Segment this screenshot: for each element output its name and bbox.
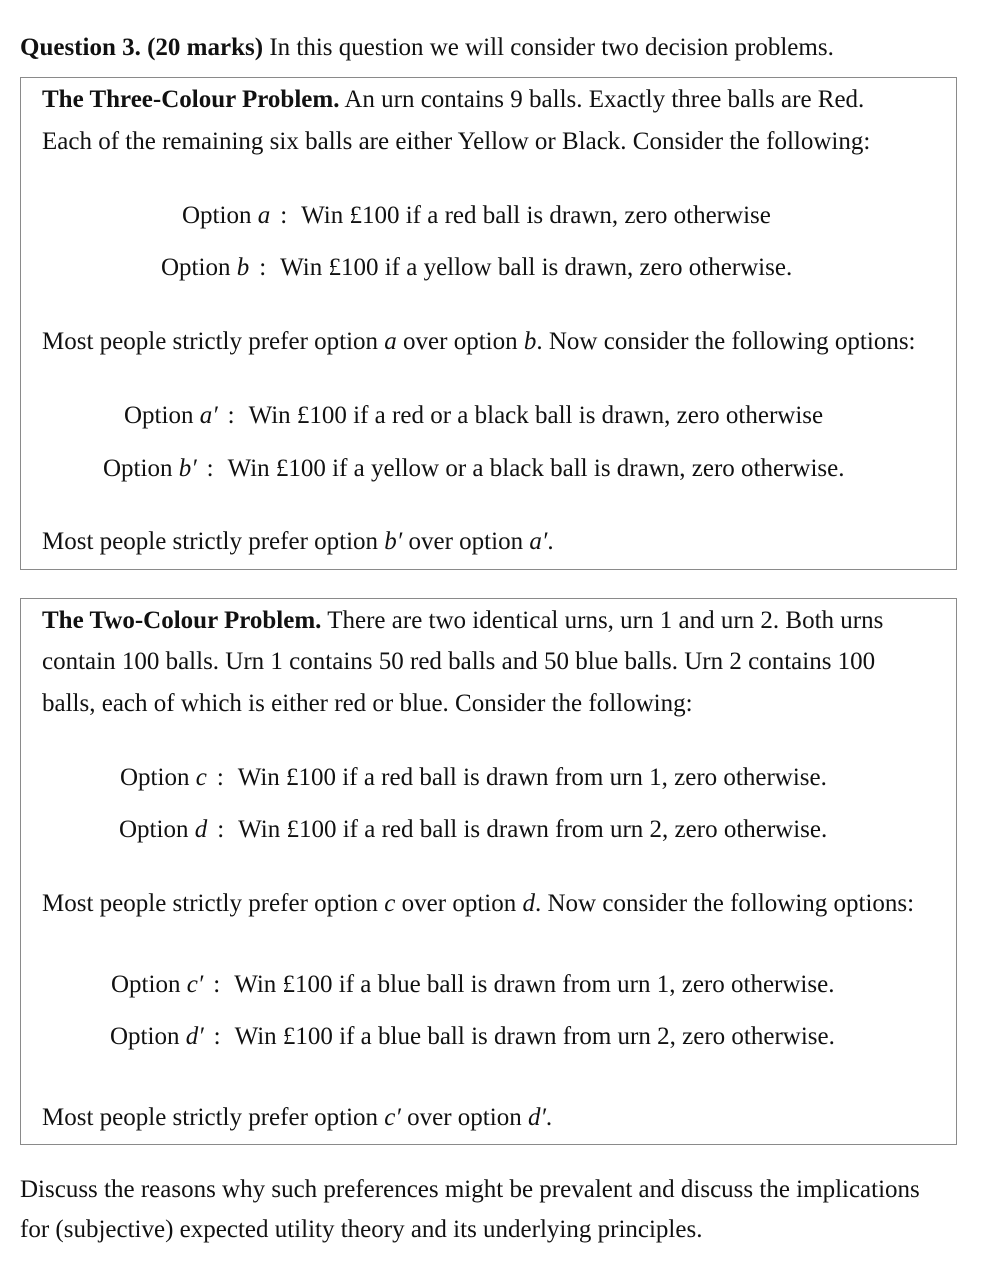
two-colour-preference-1: Most people strictly prefer option c over option d. Now consider the following options: <box>42 890 915 917</box>
two-colour-para-line3: balls, each of which is either red or blue. Consider the following: <box>42 690 693 717</box>
two-colour-problem-box <box>20 598 957 1145</box>
two-colour-para-line2: contain 100 balls. Urn 1 contains 50 red balls and 50 blue balls. Urn 2 contains 100 <box>42 648 876 675</box>
option-c: Option c : Win £100 if a red ball is drawn from urn 1, zero otherwise. <box>120 764 827 791</box>
discussion-line1: Discuss the reasons why such preferences might be prevalent and discuss the implications <box>20 1176 920 1203</box>
discussion-line2: for (subjective) expected utility theory and its underlying principles. <box>20 1216 703 1243</box>
question-marks: (20 marks) <box>147 34 264 61</box>
three-colour-title: The Three-Colour Problem. <box>42 86 340 113</box>
option-b: Option b : Win £100 if a yellow ball is drawn, zero otherwise. <box>161 254 793 281</box>
two-colour-para-line1: The Two-Colour Problem. There are two identical urns, urn 1 and urn 2. Both urns <box>42 607 884 634</box>
option-a: Option a : Win £100 if a red ball is drawn, zero otherwise <box>182 202 771 229</box>
three-colour-preference-1: Most people strictly prefer option a over option b. Now consider the following options: <box>42 328 916 355</box>
question-intro: In this question we will consider two decision problems. <box>269 34 834 61</box>
option-a-prime: Option a′ : Win £100 if a red or a black ball is drawn, zero otherwise <box>124 402 824 429</box>
option-d: Option d : Win £100 if a red ball is drawn from urn 2, zero otherwise. <box>119 816 828 843</box>
two-colour-preference-2: Most people strictly prefer option c′ over option d′. <box>42 1104 553 1131</box>
option-c-prime: Option c′ : Win £100 if a blue ball is drawn from urn 1, zero otherwise. <box>111 971 835 998</box>
question-label: Question 3. <box>20 34 141 61</box>
option-b-prime: Option b′ : Win £100 if a yellow or a black ball is drawn, zero otherwise. <box>103 455 845 482</box>
question-header <box>20 34 834 62</box>
option-d-prime: Option d′ : Win £100 if a blue ball is drawn from urn 2, zero otherwise. <box>110 1023 835 1050</box>
three-colour-preference-2: Most people strictly prefer option b′ over option a′. <box>42 528 554 555</box>
three-colour-para-line2: Each of the remaining six balls are either Yellow or Black. Consider the following: <box>42 128 871 155</box>
two-colour-title: The Two-Colour Problem. <box>42 607 322 634</box>
three-colour-para-line1: The Three-Colour Problem. An urn contains 9 balls. Exactly three balls are Red. <box>42 86 865 113</box>
